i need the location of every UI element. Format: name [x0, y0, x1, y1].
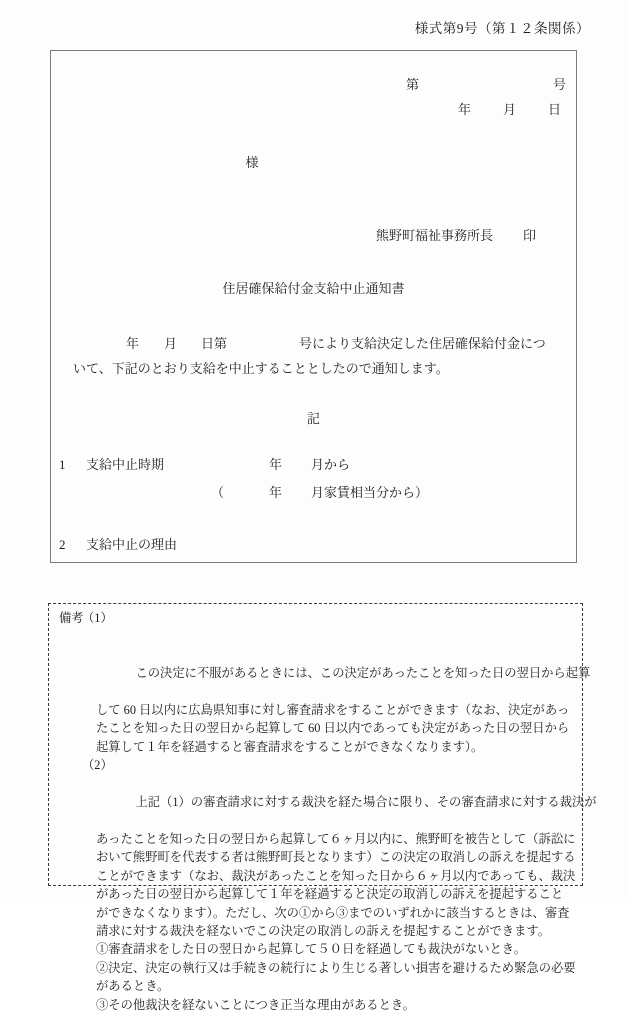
sender-line: [51, 226, 576, 246]
remark-1-line-2: して 60 日以内に広島県知事に対し審査請求をすることができます（なお、決定があっ: [96, 703, 570, 718]
body-line-2: いて、下記のとおり支給を中止することとしたので通知します。: [73, 361, 449, 376]
item-1-suspension-period: [51, 451, 576, 507]
remark-2-line-3: おいて熊野町を代表する者は熊野町長となります）この決定の取消しの訴えを提起する: [96, 850, 576, 865]
item-1-year-label: 年: [269, 457, 283, 472]
item-1-month-from-label: 月から: [311, 457, 351, 472]
remark-2-circled-item-2-cont: があるとき。: [96, 979, 170, 994]
remark-1-text: この決定に不服があるときには、この決定があったことを知った日の翌日から起算: [135, 666, 591, 681]
remark-2-line-2: あったことを知った日の翌日から起算して６ヶ月以内に、熊野町を被告として（訴訟に: [96, 831, 576, 846]
remark-2-line-4: ことができます（なお、裁決があったことを知った日から６ヶ月以内であっても、裁決: [96, 868, 576, 883]
sender-title: 熊野町福祉事務所長: [375, 228, 493, 243]
remark-2-line-7: 請求に対する裁決を経ないでこの決定の取消しの訴えを提起することができます。: [96, 923, 551, 938]
remark-2-circled-item-1: ①審査請求をした日の翌日から起算して５０日を経過しても裁決がないとき。: [96, 942, 526, 957]
item-1-line-2: [51, 479, 576, 507]
date-day-label: 日: [547, 102, 561, 117]
body-year-label: 年: [126, 336, 140, 351]
remarks-label: 備考: [59, 611, 84, 625]
doc-number-prefix: 第: [405, 77, 419, 92]
seal-mark: 印: [522, 228, 536, 243]
item-2-number: 2: [59, 537, 66, 552]
ki-marker: 記: [306, 411, 320, 426]
remark-1-line-1: [49, 609, 591, 701]
item-2-suspension-reason: [51, 535, 576, 555]
remark-1-number: （1）: [82, 611, 113, 625]
addressee-honorific: 様: [245, 155, 259, 170]
body-paragraph: [51, 331, 576, 381]
item-1-label: 支給中止時期: [86, 457, 165, 472]
remark-2-number: （2）: [82, 758, 113, 773]
body-line-1: [51, 331, 576, 356]
remark-2-text: 上記（1）の審査請求に対する裁決を経た場合に限り、その審査請求に対する裁決が: [135, 795, 597, 810]
form-number: 様式第9号（第１２条関係）: [414, 21, 590, 36]
remark-2-circled-item-2: ②決定、決定の執行又は手続きの続行により生じる著しい損害を避けるため緊急の必要: [96, 960, 576, 975]
notice-box: [50, 50, 577, 563]
document-number-line: [51, 75, 576, 95]
remarks-box: [48, 603, 597, 1012]
item-1-month-rent-label: 月家賃相当分から）: [311, 485, 429, 500]
date-month-label: 月: [502, 102, 516, 117]
remark-1-line-4: 起算して１年を経過すると審査請求をすることができなくなります）。: [96, 739, 484, 754]
remark-2-line-5: があった日の翌日から起算して１年を経過すると決定の取消しの訴えを提起すること: [96, 887, 564, 902]
item-1-paren-open: （: [211, 485, 225, 500]
issue-date-line: [51, 100, 576, 120]
body-day-docno-label: 日第: [201, 336, 228, 351]
item-1-line-1: [51, 451, 576, 479]
body-month-label: 月: [164, 336, 178, 351]
remark-2-line-1: [49, 756, 597, 830]
item-2-label: 支給中止の理由: [86, 537, 178, 552]
item-1-number: 1: [59, 457, 66, 472]
doc-number-suffix: 号: [552, 77, 566, 92]
remark-1-line-3: たことを知った日の翌日から起算して 60 日以内であっても決定があった日の翌日から: [96, 721, 570, 736]
addressee-line: [51, 133, 576, 193]
remark-2-circled-item-3: ③その他裁決を経ないことにつき正当な理由があるとき。: [96, 997, 415, 1012]
remark-2-line-6: ができなくなります）。ただし、次の①から③までのいずれかに該当するときは、審査: [96, 905, 570, 920]
body-line-1-text: 号により支給決定した住居確保給付金につ: [299, 336, 546, 351]
date-year-label: 年: [457, 102, 471, 117]
notice-title: 住居確保給付金支給中止通知書: [222, 281, 405, 296]
item-1-year2-label: 年: [269, 485, 283, 500]
